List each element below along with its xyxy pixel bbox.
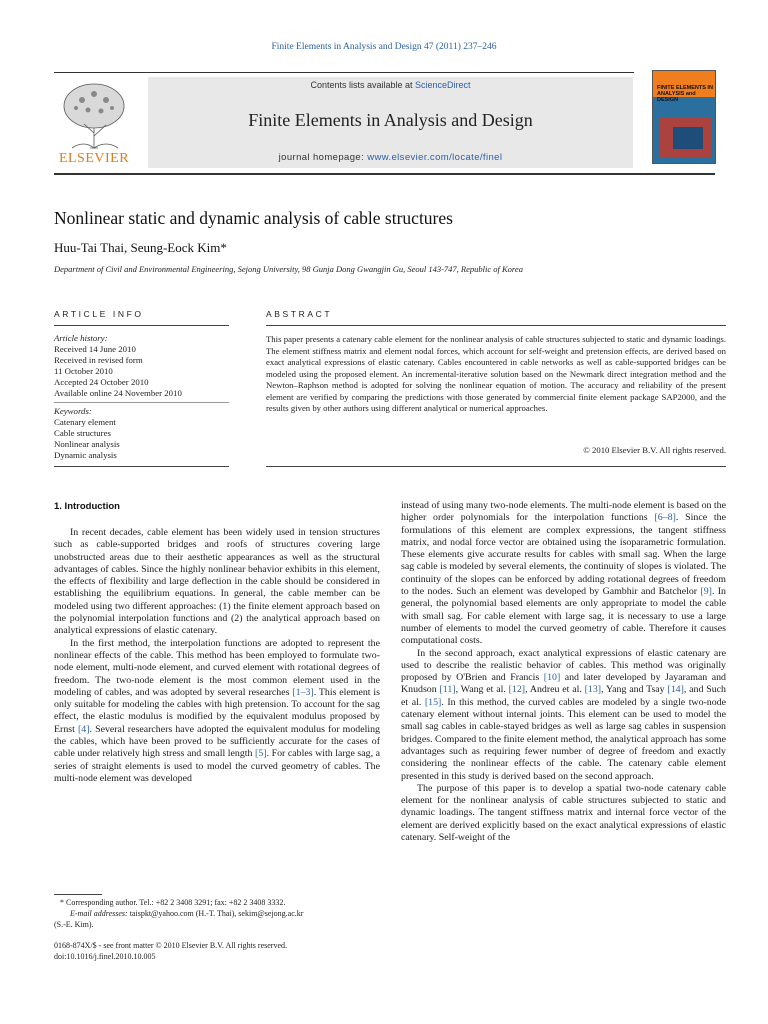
- keyword: Nonlinear analysis: [54, 438, 120, 449]
- sciencedirect-link[interactable]: ScienceDirect: [415, 80, 471, 90]
- abstract-heading: ABSTRACT: [266, 309, 333, 319]
- citation-link[interactable]: [13]: [584, 684, 602, 696]
- author-list: [54, 240, 714, 256]
- homepage-prefix: journal homepage:: [278, 152, 368, 163]
- article-history: [54, 333, 234, 398]
- text: . In general, the polynomial based elements are only appropriate to model the cable with small sag. For cable element with large sag, it is necessary to use a large number of elements to model the curved geometry of cable. Therefore it causes computational costs.: [401, 586, 726, 647]
- text: , Yang and Tsay: [601, 684, 668, 696]
- text: . Several researchers have adopted the equivalent modulus for modeling the cables, which have been proved to be sufficiently accurate for the cases of cable under relatively high stress and small length: [54, 723, 380, 760]
- keywords-label: Keywords:: [54, 406, 92, 416]
- text: , Andreu et al.: [525, 684, 585, 696]
- email-label: E-mail addresses:: [70, 908, 128, 918]
- paragraph: [401, 500, 726, 648]
- paragraph: The purpose of this paper is to develop a spatial two-node catenary cable element for the nonlinear analysis of cable structures subjected to static and dynamic loadings. The tangent stiffness matrix and internal force vector of the element are derived explicitly based on the exact analytical expressions of elastic catenary. Self-weight of the: [401, 782, 726, 844]
- history-label: Article history:: [54, 333, 108, 343]
- citation-link[interactable]: [9]: [700, 586, 712, 598]
- corresponding-author-note: * Corresponding author. Tel.: +82 2 3408 3291; fax: +82 2 3408 3332.: [60, 898, 286, 907]
- citation-link[interactable]: [5]: [255, 748, 267, 760]
- doi-line[interactable]: doi:10.1016/j.finel.2010.10.005: [54, 952, 156, 961]
- text: . In this method, the curved cables are modeled by a single two-node catenary element without internal joints. This element can be used to model the small sag cables in cable-stayed bridges as well as large sag cables in suspension bridges. Compared to the finite element method, the analytical approach has some advantages such as requiring fewer number of degree of freedom and exactly considering the nonlinear effects of the cable. The catenary cable element presented in this study is derived based on the second approach.: [401, 696, 726, 782]
- text: . Since the formulations of this element are complex expressions, the tangent stiffness matrix, and nodal force vector are obtained using the isoparametric formulation. These elements give accurate results for cables with small sag. When the large sag cable is modeled by several elements, the continuity of slopes is violated. The continuity of the slopes can be enforced by adding rotational degrees of freedom to the nodes. Such an element was developed by Gambhir and Batchelor: [401, 512, 726, 598]
- body-column-right: [401, 500, 726, 844]
- issn-block: [54, 940, 384, 962]
- history-item: Accepted 24 October 2010: [54, 376, 149, 387]
- paragraph: In recent decades, cable element has been widely used in tension structures such as cable-supported bridges and roofs of structures covering large unobstructed areas due to their aesthetic appearances as well as the structural advantages of cables. Since the highly nonlinear behavior exhibits in this element, the effects of flexibility and large deflection in the cable should be considered in establishing the equilibrium equations. In general, the cable member can be modeled using two different approaches: (1) the finite element approach based on the polynomial interpolation functions and (2) the analytical approach based on analytical expressions of elastic catenary.: [54, 527, 380, 637]
- citation-link[interactable]: [11]: [439, 684, 456, 696]
- history-item: Available online 24 November 2010: [54, 387, 182, 398]
- homepage-link[interactable]: www.elsevier.com/locate/finel: [367, 152, 503, 163]
- citation-link[interactable]: [6–8]: [654, 512, 676, 524]
- text: , Wang et al.: [455, 684, 509, 696]
- text: and later developed by Jayaraman and Knudson: [401, 672, 726, 696]
- paragraph: [54, 638, 380, 786]
- text: . For cables with large sag, a series of straight elements is used to model the curved geometry of cables. The multi-node element was developed: [54, 748, 380, 784]
- text: instead of using many two-node elements. The multi-node element is based on the higher order polynomials for the interpolation functions: [401, 500, 726, 524]
- citation-link[interactable]: [15]: [424, 696, 442, 708]
- footnote-rule: [54, 894, 102, 895]
- keywords: [54, 406, 234, 461]
- citation-link[interactable]: [4]: [77, 723, 90, 735]
- text: In the first method, the interpolation functions are adopted to represent the nonlinear effects of the cable. This method has been employed to formulate two-node element, multi-node element, and curved element with rotational degrees of freedom. The two-node element is the most common element used in the modeling of cables, and was adopted by several researches: [54, 637, 380, 698]
- keyword: Dynamic analysis: [54, 449, 117, 460]
- history-item: Received in revised form: [54, 354, 143, 365]
- cover-title: FINITE ELEMENTS IN ANALYSIS and DESIGN: [657, 85, 713, 103]
- info-bottom-rule: [54, 466, 229, 467]
- contents-line: [148, 80, 633, 90]
- journal-reference[interactable]: Finite Elements in Analysis and Design 47 (2011) 237–246: [271, 42, 497, 52]
- journal-cover-thumbnail[interactable]: [652, 70, 716, 164]
- cover-image-detail: [673, 127, 703, 149]
- info-rule: [54, 325, 229, 326]
- article-info-heading: ARTICLE INFO: [54, 309, 144, 319]
- email-line: [54, 909, 384, 920]
- paragraph: [401, 648, 726, 783]
- publisher-wordmark: ELSEVIER: [58, 151, 130, 166]
- header-divider: [54, 173, 715, 175]
- issn-line: 0168-874X/$ - see front matter © 2010 Elsevier B.V. All rights reserved.: [54, 941, 287, 950]
- keyword: Catenary element: [54, 416, 116, 427]
- abstract-copyright: © 2010 Elsevier B.V. All rights reserved.: [583, 445, 726, 455]
- body-column-left: [54, 527, 380, 785]
- citation-link[interactable]: [14]: [667, 684, 684, 696]
- journal-title: Finite Elements in Analysis and Design: [248, 110, 533, 130]
- email-addresses[interactable]: taispkt@yahoo.com (H.-T. Thai), sekim@sejong.ac.kr: [127, 908, 304, 918]
- info-divider: [54, 402, 229, 403]
- journal-homepage: [148, 152, 633, 163]
- affiliation: Department of Civil and Environmental Engineering, Sejong University, 98 Gunja Dong Gwangjin Gu, Seoul 143-747, Republic of Korea: [54, 264, 523, 274]
- text: , and Such et al.: [401, 684, 726, 708]
- citation-link[interactable]: [12]: [508, 684, 526, 696]
- citation-link[interactable]: [10]: [543, 672, 561, 684]
- history-item: Received 14 June 2010: [54, 343, 136, 354]
- history-item: 11 October 2010: [54, 365, 113, 376]
- corresponding-mark[interactable]: *: [220, 240, 227, 255]
- abstract-text: This paper presents a catenary cable element for the nonlinear analysis of cable structures subjected to static and dynamic loadings. The element stiffness matrix and element nodal forces, which account for self-weight and pretension effects, are derived based on exact analytical expressions of elastic catenary. Cables encountered in cable networks as well as cable-supported bridges can be modeled using the proposed element. An incremental-iterative solution based on the Newmark direct integration method and the Newton–Raphson method is adopted for solving the nonlinear equation of motion. The accuracy and reliability of the present element are verified by comparing the predictions with those generated by commercial finite element package SAP2000, and the results given by other authors using different analytical or numerical approaches.: [266, 334, 726, 413]
- paper-title: Nonlinear static and dynamic analysis of cable structures: [54, 208, 453, 228]
- text: In the second approach, exact analytical expressions of elastic catenary are used to describe the realistic behavior of cables. This method was originally proposed by O'Brien and Francis: [401, 647, 726, 684]
- section-heading-introduction: 1. Introduction: [54, 501, 120, 512]
- abstract-bottom-rule: [266, 466, 726, 467]
- email-line-cont: (S.-E. Kim).: [54, 919, 94, 929]
- citation-link[interactable]: [1–3]: [292, 686, 314, 698]
- authors[interactable]: Huu-Tai Thai, Seung-Eock Kim: [54, 240, 221, 255]
- contents-prefix: Contents lists available at: [310, 80, 416, 90]
- footnote: [54, 898, 384, 930]
- text: . This element is only suitable for modeling the cables with high pretension. To account for the sag effect, the elastic modulus is modified by the equivalent modulus proposed by Ernst: [54, 686, 380, 735]
- keyword: Cable structures: [54, 427, 111, 438]
- abstract-rule: [266, 325, 726, 326]
- header-rule: [54, 72, 634, 73]
